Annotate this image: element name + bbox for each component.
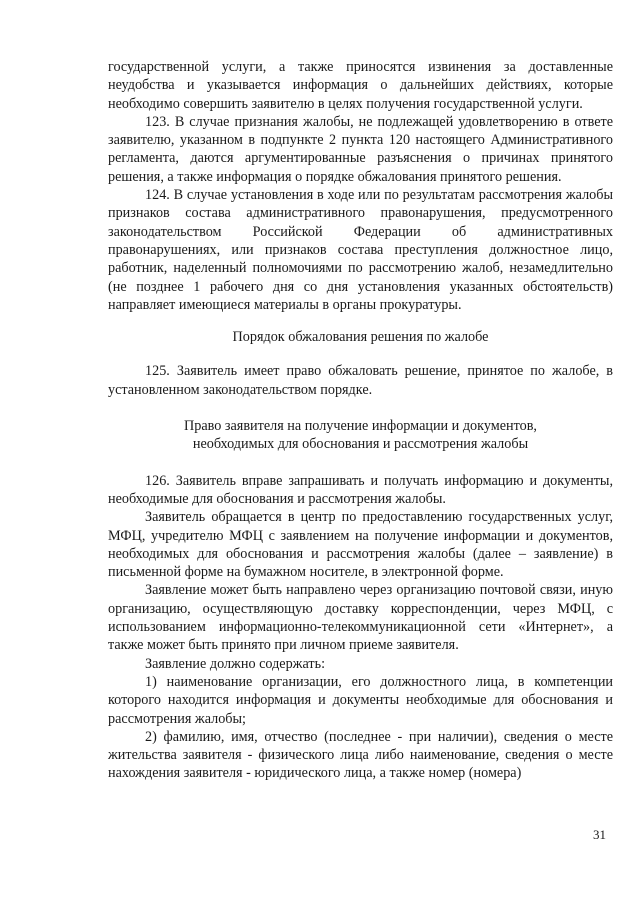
list-item-1: 1) наименование организации, его должностного лица, в компетенции которого находится информация и документы необходимые для обоснования и рассмотрения жалобы; <box>108 673 613 727</box>
section-heading-line-1: Право заявителя на получение информации и документов, <box>184 418 537 435</box>
paragraph-126: 126. Заявитель вправе запрашивать и получать информацию и документы, необходимые для обоснования и рассмотрения жалобы. <box>108 472 613 507</box>
section-heading-appeal-order: Порядок обжалования решения по жалобе <box>232 329 489 346</box>
section-heading-right-to-information <box>108 417 613 454</box>
paragraph-application-channels: Заявление может быть направлено через организацию почтовой связи, иную организацию, осуществляющую доставку корреспонденции, через МФЦ, с использованием информационно-телекоммуникационной сети «Интернет», а также может быть принято при личном приеме заявителя. <box>108 582 613 654</box>
list-item-2: 2) фамилию, имя, отчество (последнее - при наличии), сведения о месте жительства заявителя - физического лица либо наименование, сведения о месте нахождения заявителя - юридического лица, а также номер (номера) <box>108 728 613 782</box>
paragraph-125: 125. Заявитель имеет право обжаловать решение, принятое по жалобе, в установленном законодательством порядке. <box>108 363 613 398</box>
paragraph-123: 123. В случае признания жалобы, не подлежащей удовлетворению в ответе заявителю, указанном в подпункте 2 пункта 120 настоящего Административного регламента, даются аргументированные разъяснения о причинах принятого решения, а также информация о порядке обжалования принятого решения. <box>108 113 613 185</box>
page-number: 31 <box>593 827 606 842</box>
section-heading-line-2: необходимых для обоснования и рассмотрения жалобы <box>192 436 529 453</box>
paragraph-124: 124. В случае установления в ходе или по результатам рассмотрения жалобы признаков состава административного правонарушения, предусмотренного законодательством Российской Федерации об административных правонарушениях, или признаков состава преступления должностное лицо, работник, наделенный полномочиями по рассмотрению жалоб, незамедлительно (не позднее 1 рабочего дня со дня установления указанных обстоятельств) направляет имеющиеся материалы в органы прокуратуры. <box>108 187 613 313</box>
paragraph-continuation: государственной услуги, а также приносятся извинения за доставленные неудобства и указывается информация о дальнейших действиях, которые необходимо совершить заявителю в целях получения государственной услуги. <box>108 59 613 112</box>
paragraph-application-submission: Заявитель обращается в центр по предоставлению государственных услуг, МФЦ, учредителю МФЦ с заявлением на получение информации и документов, необходимых для обоснования и рассмотрения жалобы (далее – заявление) в письменной форме на бумажном носителе, в электронной форме. <box>108 509 613 581</box>
document-page <box>108 58 613 783</box>
paragraph-application-contents: Заявление должно содержать: <box>145 655 326 672</box>
